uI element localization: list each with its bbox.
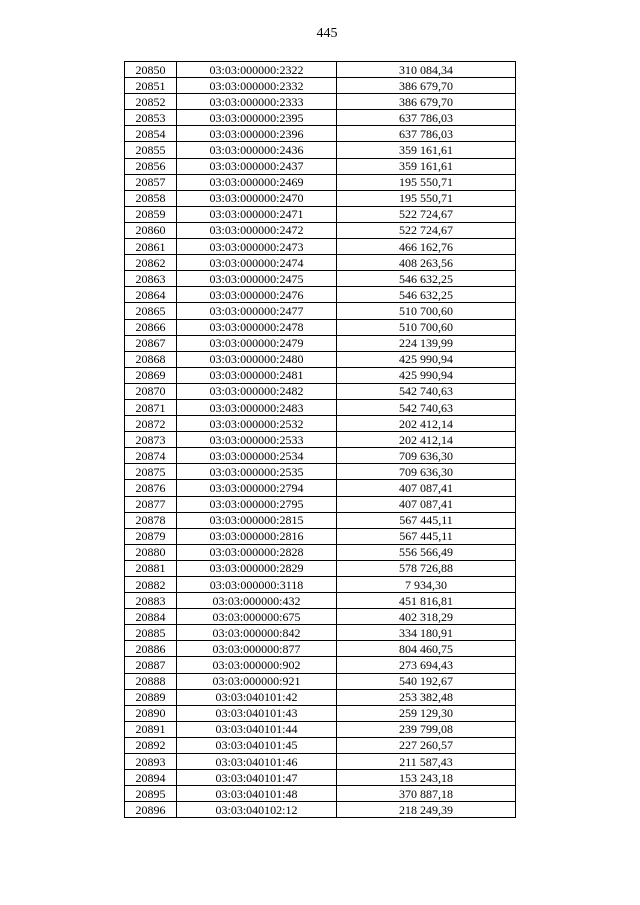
cadastral-value-cell: 451 816,81 — [337, 593, 516, 609]
cadastral-number-cell: 03:03:000000:2472 — [177, 222, 337, 238]
cadastral-value-table — [124, 61, 516, 818]
table-row — [125, 206, 516, 222]
table-row — [125, 319, 516, 335]
table-row — [125, 126, 516, 142]
cadastral-value-cell: 211 587,43 — [337, 754, 516, 770]
row-number-cell: 20861 — [125, 239, 177, 255]
cadastral-number-cell: 03:03:000000:2476 — [177, 287, 337, 303]
cadastral-number-cell: 03:03:000000:2535 — [177, 464, 337, 480]
table-row — [125, 110, 516, 126]
row-number-cell: 20890 — [125, 705, 177, 721]
table-body — [125, 62, 516, 818]
row-number-cell: 20855 — [125, 142, 177, 158]
cadastral-number-cell: 03:03:040101:46 — [177, 754, 337, 770]
row-number-cell: 20862 — [125, 255, 177, 271]
cadastral-value-cell: 425 990,94 — [337, 351, 516, 367]
cadastral-number-cell: 03:03:000000:2470 — [177, 190, 337, 206]
cadastral-number-cell: 03:03:000000:2482 — [177, 383, 337, 399]
row-number-cell: 20850 — [125, 62, 177, 78]
cadastral-value-cell: 709 636,30 — [337, 464, 516, 480]
row-number-cell: 20860 — [125, 222, 177, 238]
table-row — [125, 770, 516, 786]
table-row — [125, 721, 516, 737]
table-row — [125, 78, 516, 94]
cadastral-value-cell: 359 161,61 — [337, 142, 516, 158]
row-number-cell: 20869 — [125, 367, 177, 383]
cadastral-value-cell: 510 700,60 — [337, 319, 516, 335]
cadastral-number-cell: 03:03:000000:2828 — [177, 544, 337, 560]
row-number-cell: 20888 — [125, 673, 177, 689]
row-number-cell: 20883 — [125, 593, 177, 609]
table-row — [125, 496, 516, 512]
cadastral-number-cell: 03:03:000000:2437 — [177, 158, 337, 174]
cadastral-value-cell: 386 679,70 — [337, 78, 516, 94]
cadastral-number-cell: 03:03:000000:2829 — [177, 560, 337, 576]
table-row — [125, 271, 516, 287]
cadastral-number-cell: 03:03:000000:877 — [177, 641, 337, 657]
cadastral-value-cell: 218 249,39 — [337, 802, 516, 818]
cadastral-value-cell: 546 632,25 — [337, 271, 516, 287]
row-number-cell: 20872 — [125, 416, 177, 432]
table-row — [125, 287, 516, 303]
table-row — [125, 367, 516, 383]
cadastral-number-cell: 03:03:000000:2478 — [177, 319, 337, 335]
row-number-cell: 20895 — [125, 786, 177, 802]
row-number-cell: 20876 — [125, 480, 177, 496]
table-row — [125, 190, 516, 206]
table-row — [125, 625, 516, 641]
cadastral-value-cell: 425 990,94 — [337, 367, 516, 383]
table-row — [125, 689, 516, 705]
table-row — [125, 222, 516, 238]
row-number-cell: 20880 — [125, 544, 177, 560]
table-row — [125, 158, 516, 174]
cadastral-value-cell: 402 318,29 — [337, 609, 516, 625]
cadastral-number-cell: 03:03:000000:2436 — [177, 142, 337, 158]
row-number-cell: 20874 — [125, 448, 177, 464]
row-number-cell: 20858 — [125, 190, 177, 206]
cadastral-number-cell: 03:03:000000:432 — [177, 593, 337, 609]
cadastral-value-cell: 546 632,25 — [337, 287, 516, 303]
table-row — [125, 351, 516, 367]
cadastral-number-cell: 03:03:000000:2534 — [177, 448, 337, 464]
cadastral-number-cell: 03:03:040101:44 — [177, 721, 337, 737]
cadastral-value-cell: 522 724,67 — [337, 206, 516, 222]
cadastral-number-cell: 03:03:000000:2795 — [177, 496, 337, 512]
row-number-cell: 20853 — [125, 110, 177, 126]
cadastral-number-cell: 03:03:000000:2395 — [177, 110, 337, 126]
cadastral-value-cell: 804 460,75 — [337, 641, 516, 657]
table-row — [125, 94, 516, 110]
table-row — [125, 544, 516, 560]
cadastral-value-cell: 556 566,49 — [337, 544, 516, 560]
cadastral-number-cell: 03:03:040101:42 — [177, 689, 337, 705]
table-row — [125, 303, 516, 319]
cadastral-value-cell: 370 887,18 — [337, 786, 516, 802]
row-number-cell: 20878 — [125, 512, 177, 528]
table-row — [125, 786, 516, 802]
cadastral-value-cell: 709 636,30 — [337, 448, 516, 464]
row-number-cell: 20877 — [125, 496, 177, 512]
row-number-cell: 20885 — [125, 625, 177, 641]
cadastral-value-cell: 273 694,43 — [337, 657, 516, 673]
table-row — [125, 448, 516, 464]
cadastral-value-cell: 334 180,91 — [337, 625, 516, 641]
table-row — [125, 142, 516, 158]
table-row — [125, 416, 516, 432]
cadastral-number-cell: 03:03:040102:12 — [177, 802, 337, 818]
cadastral-value-cell: 637 786,03 — [337, 126, 516, 142]
row-number-cell: 20896 — [125, 802, 177, 818]
cadastral-value-cell: 7 934,30 — [337, 577, 516, 593]
cadastral-value-cell: 510 700,60 — [337, 303, 516, 319]
table-row — [125, 673, 516, 689]
table-row — [125, 464, 516, 480]
row-number-cell: 20871 — [125, 399, 177, 415]
row-number-cell: 20892 — [125, 737, 177, 753]
cadastral-number-cell: 03:03:000000:2333 — [177, 94, 337, 110]
row-number-cell: 20851 — [125, 78, 177, 94]
table-row — [125, 609, 516, 625]
cadastral-value-cell: 195 550,71 — [337, 190, 516, 206]
row-number-cell: 20894 — [125, 770, 177, 786]
row-number-cell: 20852 — [125, 94, 177, 110]
cadastral-value-cell: 386 679,70 — [337, 94, 516, 110]
table-row — [125, 560, 516, 576]
row-number-cell: 20867 — [125, 335, 177, 351]
row-number-cell: 20864 — [125, 287, 177, 303]
table-row — [125, 754, 516, 770]
cadastral-value-cell: 466 162,76 — [337, 239, 516, 255]
row-number-cell: 20887 — [125, 657, 177, 673]
table-row — [125, 383, 516, 399]
cadastral-number-cell: 03:03:000000:2479 — [177, 335, 337, 351]
cadastral-value-cell: 407 087,41 — [337, 496, 516, 512]
cadastral-value-cell: 542 740,63 — [337, 383, 516, 399]
cadastral-number-cell: 03:03:000000:2483 — [177, 399, 337, 415]
table-row — [125, 432, 516, 448]
cadastral-number-cell: 03:03:000000:2474 — [177, 255, 337, 271]
table-row — [125, 593, 516, 609]
table-row — [125, 239, 516, 255]
cadastral-number-cell: 03:03:000000:902 — [177, 657, 337, 673]
cadastral-number-cell: 03:03:000000:2481 — [177, 367, 337, 383]
cadastral-number-cell: 03:03:000000:921 — [177, 673, 337, 689]
cadastral-number-cell: 03:03:000000:2533 — [177, 432, 337, 448]
cadastral-number-cell: 03:03:000000:2469 — [177, 174, 337, 190]
table-row — [125, 62, 516, 78]
row-number-cell: 20854 — [125, 126, 177, 142]
cadastral-value-cell: 542 740,63 — [337, 399, 516, 415]
cadastral-value-cell: 195 550,71 — [337, 174, 516, 190]
row-number-cell: 20863 — [125, 271, 177, 287]
table-row — [125, 480, 516, 496]
cadastral-value-cell: 310 084,34 — [337, 62, 516, 78]
cadastral-value-cell: 578 726,88 — [337, 560, 516, 576]
cadastral-value-cell: 567 445,11 — [337, 512, 516, 528]
cadastral-value-cell: 253 382,48 — [337, 689, 516, 705]
cadastral-value-cell: 259 129,30 — [337, 705, 516, 721]
cadastral-value-cell: 408 263,56 — [337, 255, 516, 271]
row-number-cell: 20857 — [125, 174, 177, 190]
table-row — [125, 705, 516, 721]
table-row — [125, 335, 516, 351]
cadastral-value-cell: 637 786,03 — [337, 110, 516, 126]
cadastral-number-cell: 03:03:000000:2322 — [177, 62, 337, 78]
cadastral-number-cell: 03:03:000000:2471 — [177, 206, 337, 222]
row-number-cell: 20859 — [125, 206, 177, 222]
cadastral-value-cell: 522 724,67 — [337, 222, 516, 238]
row-number-cell: 20884 — [125, 609, 177, 625]
row-number-cell: 20868 — [125, 351, 177, 367]
row-number-cell: 20881 — [125, 560, 177, 576]
cadastral-value-cell: 227 260,57 — [337, 737, 516, 753]
cadastral-number-cell: 03:03:040101:48 — [177, 786, 337, 802]
row-number-cell: 20856 — [125, 158, 177, 174]
cadastral-value-cell: 224 139,99 — [337, 335, 516, 351]
table-row — [125, 399, 516, 415]
cadastral-number-cell: 03:03:000000:3118 — [177, 577, 337, 593]
row-number-cell: 20875 — [125, 464, 177, 480]
cadastral-value-cell: 567 445,11 — [337, 528, 516, 544]
row-number-cell: 20891 — [125, 721, 177, 737]
row-number-cell: 20889 — [125, 689, 177, 705]
cadastral-value-cell: 359 161,61 — [337, 158, 516, 174]
row-number-cell: 20886 — [125, 641, 177, 657]
table-row — [125, 255, 516, 271]
cadastral-number-cell: 03:03:000000:842 — [177, 625, 337, 641]
row-number-cell: 20893 — [125, 754, 177, 770]
cadastral-value-cell: 153 243,18 — [337, 770, 516, 786]
row-number-cell: 20865 — [125, 303, 177, 319]
cadastral-number-cell: 03:03:000000:2475 — [177, 271, 337, 287]
cadastral-value-cell: 202 412,14 — [337, 432, 516, 448]
table-row — [125, 528, 516, 544]
table-row — [125, 512, 516, 528]
cadastral-number-cell: 03:03:040101:43 — [177, 705, 337, 721]
cadastral-number-cell: 03:03:000000:2815 — [177, 512, 337, 528]
cadastral-number-cell: 03:03:000000:2794 — [177, 480, 337, 496]
cadastral-number-cell: 03:03:040101:47 — [177, 770, 337, 786]
cadastral-value-cell: 239 799,08 — [337, 721, 516, 737]
table-row — [125, 657, 516, 673]
cadastral-number-cell: 03:03:000000:675 — [177, 609, 337, 625]
cadastral-value-cell: 407 087,41 — [337, 480, 516, 496]
row-number-cell: 20873 — [125, 432, 177, 448]
cadastral-number-cell: 03:03:000000:2480 — [177, 351, 337, 367]
cadastral-number-cell: 03:03:000000:2816 — [177, 528, 337, 544]
table-row — [125, 802, 516, 818]
table-row — [125, 641, 516, 657]
row-number-cell: 20870 — [125, 383, 177, 399]
cadastral-value-cell: 202 412,14 — [337, 416, 516, 432]
cadastral-number-cell: 03:03:000000:2396 — [177, 126, 337, 142]
cadastral-value-cell: 540 192,67 — [337, 673, 516, 689]
table-row — [125, 174, 516, 190]
cadastral-number-cell: 03:03:000000:2532 — [177, 416, 337, 432]
table-row — [125, 737, 516, 753]
row-number-cell: 20879 — [125, 528, 177, 544]
row-number-cell: 20866 — [125, 319, 177, 335]
cadastral-number-cell: 03:03:000000:2473 — [177, 239, 337, 255]
cadastral-number-cell: 03:03:040101:45 — [177, 737, 337, 753]
cadastral-number-cell: 03:03:000000:2477 — [177, 303, 337, 319]
page-number: 445 — [316, 26, 338, 41]
row-number-cell: 20882 — [125, 577, 177, 593]
cadastral-number-cell: 03:03:000000:2332 — [177, 78, 337, 94]
table-row — [125, 577, 516, 593]
